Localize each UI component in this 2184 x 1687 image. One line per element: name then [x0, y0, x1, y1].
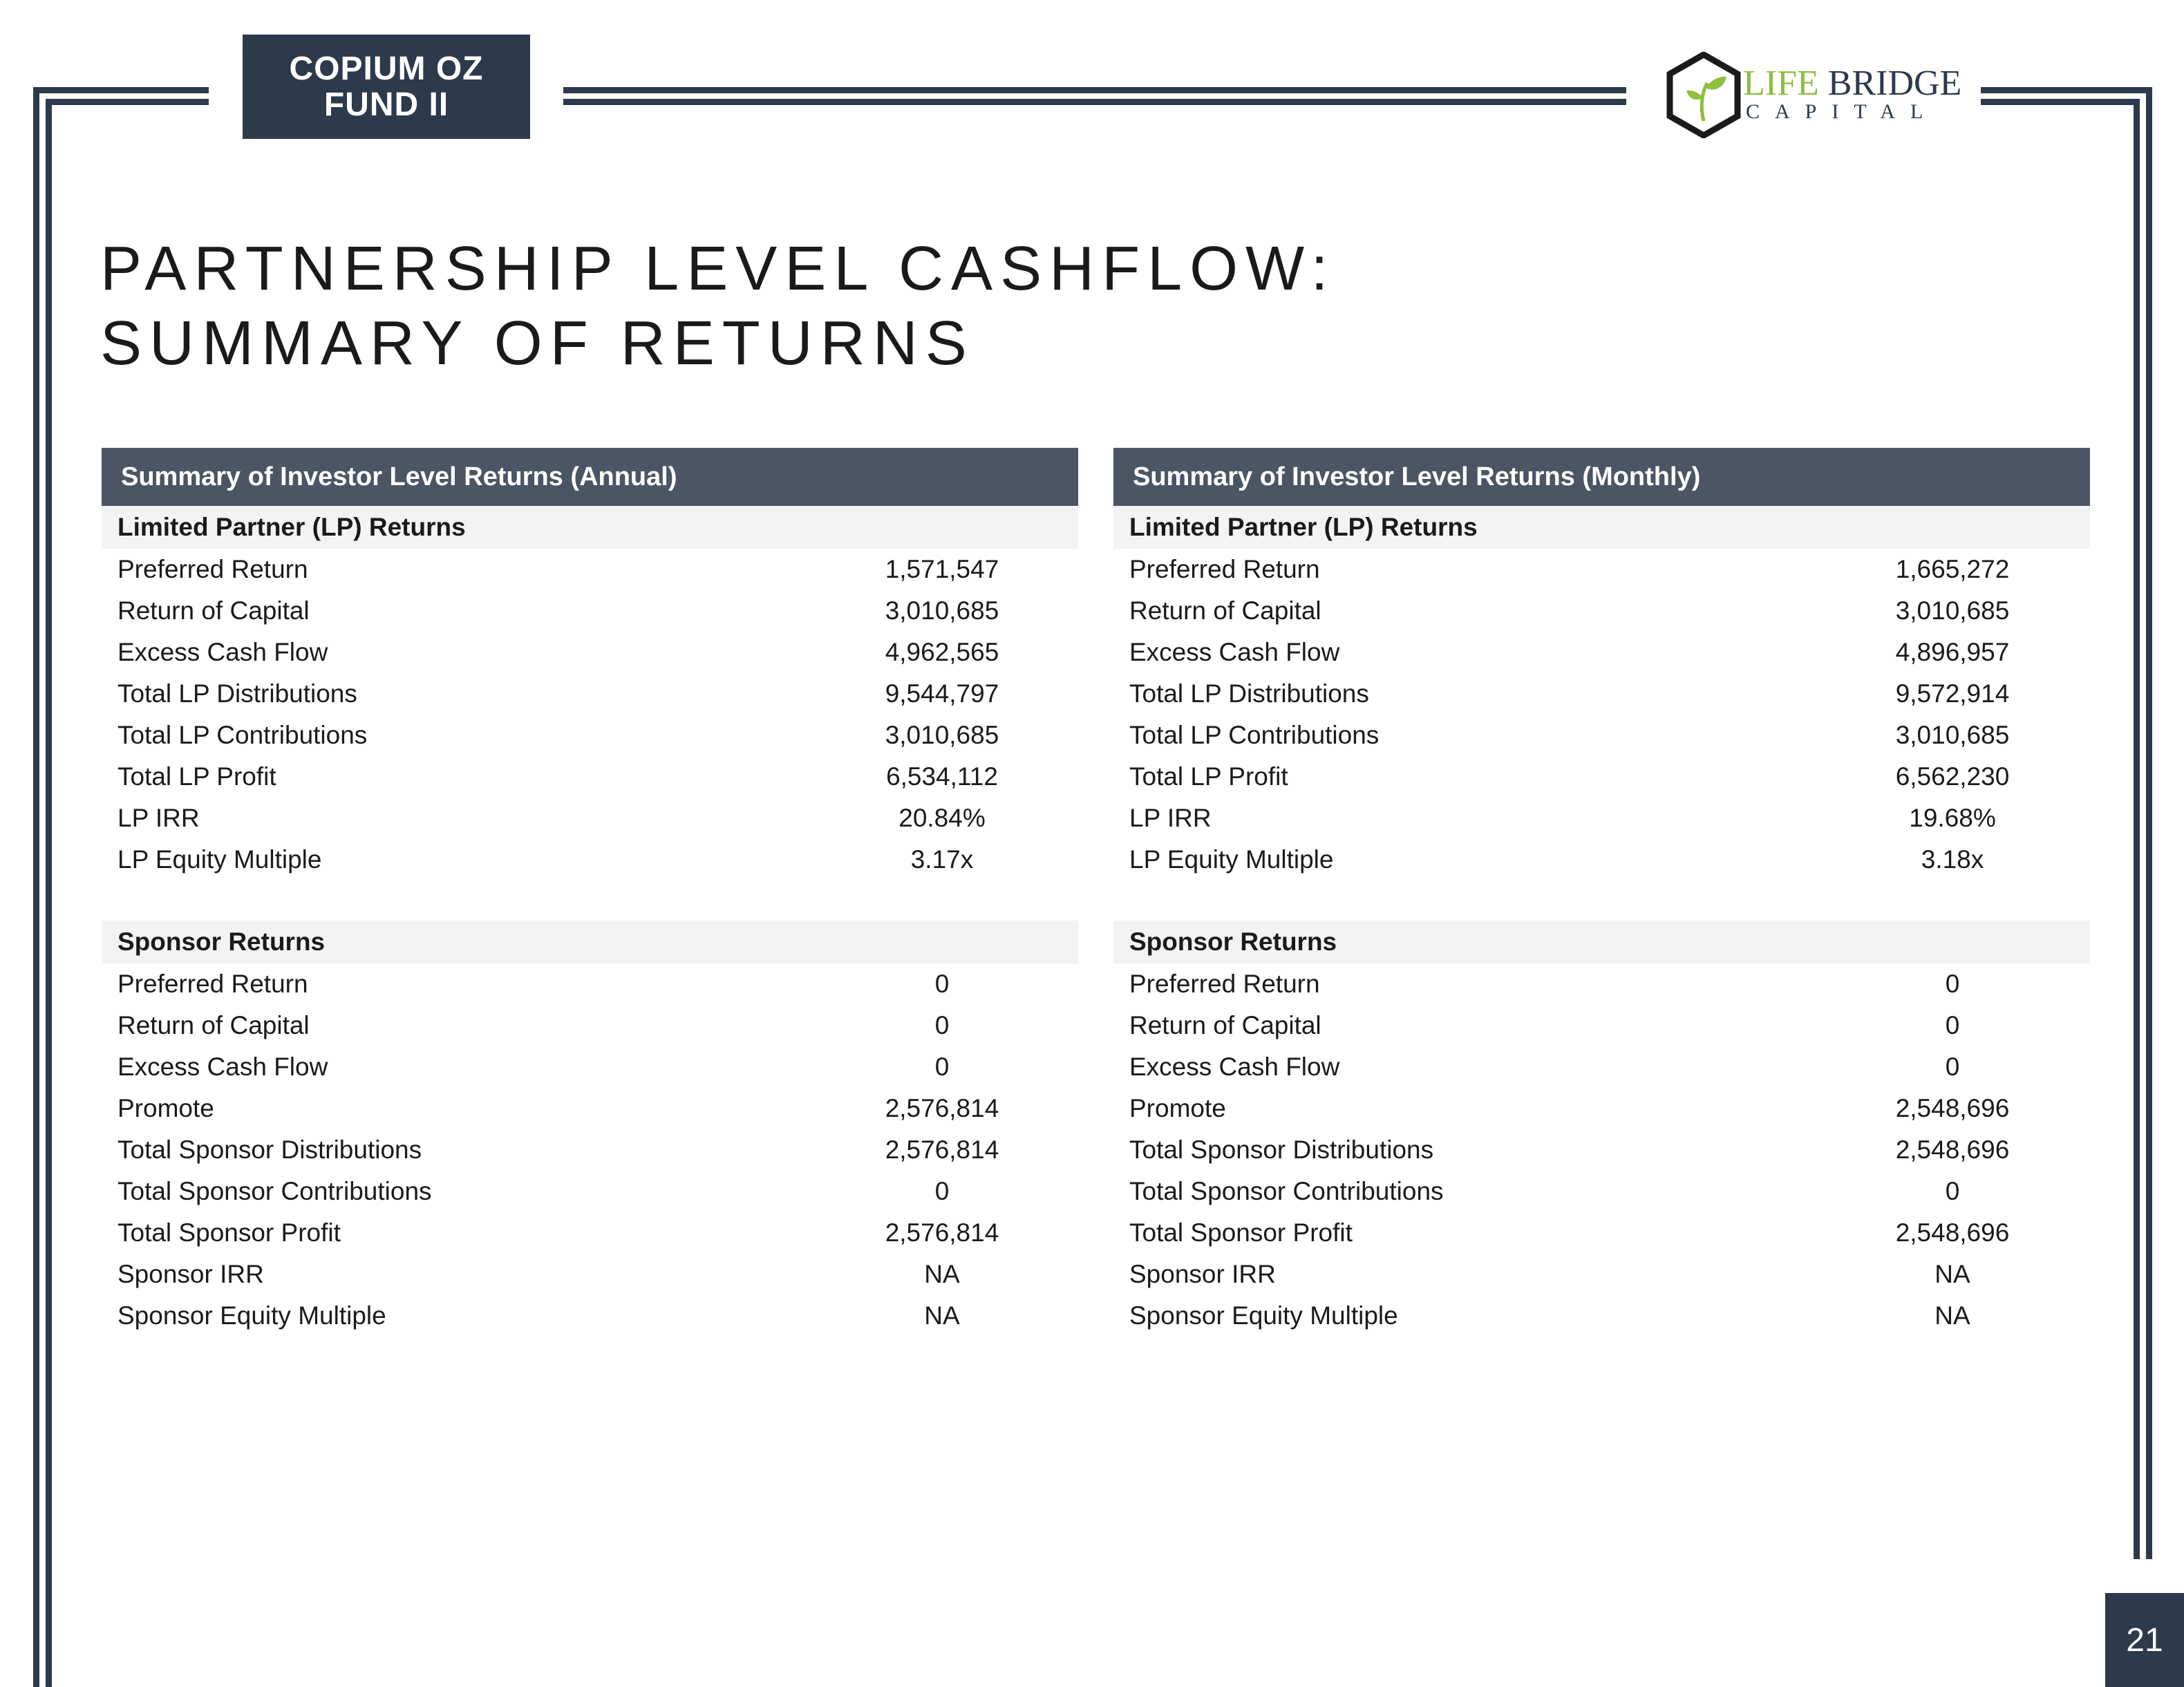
table-spacer: [102, 880, 1078, 921]
logo-wordmark: [1743, 64, 1961, 103]
row-value: 0: [934, 1011, 950, 1039]
row-value: 6,562,230: [1895, 762, 2010, 791]
table-row: [102, 632, 1078, 673]
row-label: Return of Capital: [1129, 596, 1321, 625]
row-label: Return of Capital: [1129, 1011, 1321, 1039]
row-label: Total Sponsor Distributions: [117, 1135, 422, 1164]
frame-top-right-outer: [1981, 87, 2152, 93]
logo-word-bridge: BRIDGE: [1827, 64, 1962, 103]
table-row: [102, 798, 1078, 839]
table-row: [1113, 756, 2090, 798]
table-row: [102, 549, 1078, 590]
row-label: Excess Cash Flow: [1129, 638, 1340, 666]
table-row: [1113, 798, 2090, 839]
fund-name-line1: COPIUM OZ: [289, 50, 484, 87]
monthly-returns-table: [1113, 448, 2090, 1337]
table-row: [102, 1129, 1078, 1171]
logo-word-capital: CAPITAL: [1746, 100, 1939, 123]
row-value: 9,544,797: [885, 679, 999, 708]
row-label: Return of Capital: [117, 596, 310, 625]
row-label: Total Sponsor Distributions: [1129, 1135, 1434, 1164]
table-row: [1113, 632, 2090, 673]
row-value: 0: [1945, 1053, 1960, 1081]
table-row: [1113, 1212, 2090, 1254]
table-row: [102, 1295, 1078, 1337]
row-value: 3,010,685: [1895, 721, 2010, 749]
frame-left-inner: [46, 99, 52, 1687]
table-row: [1113, 715, 2090, 756]
row-value: 0: [1945, 1177, 1960, 1205]
row-value: NA: [1934, 1260, 1970, 1288]
table-row: [102, 756, 1078, 798]
row-label: LP IRR: [1129, 804, 1212, 832]
row-label: Sponsor Equity Multiple: [1129, 1301, 1398, 1330]
row-value: 0: [934, 970, 950, 998]
table-row: [1113, 1129, 2090, 1171]
row-label: Preferred Return: [1129, 555, 1320, 583]
row-label: Excess Cash Flow: [117, 1053, 328, 1081]
table-row: [1113, 673, 2090, 715]
page-number: 21: [2105, 1593, 2184, 1687]
table-row: [102, 590, 1078, 632]
row-label: Preferred Return: [117, 555, 308, 583]
row-label: Total LP Distributions: [117, 679, 357, 708]
row-value: 3,010,685: [885, 596, 999, 625]
table-row: [102, 1171, 1078, 1212]
table-row: [1113, 1088, 2090, 1129]
life-bridge-capital-logo: [1666, 52, 1962, 138]
row-value: 2,576,814: [885, 1135, 999, 1164]
row-value: 20.84%: [898, 804, 986, 832]
row-value: 2,576,814: [885, 1094, 999, 1122]
monthly-table-heading: Summary of Investor Level Returns (Monthly): [1113, 448, 2090, 506]
row-value: 0: [934, 1177, 950, 1205]
annual-lp-section-header: Limited Partner (LP) Returns: [102, 506, 1078, 549]
annual-sponsor-section-header: Sponsor Returns: [102, 921, 1078, 963]
table-row: [102, 715, 1078, 756]
annual-table-heading: Summary of Investor Level Returns (Annual): [102, 448, 1078, 506]
row-value: NA: [1934, 1301, 1970, 1330]
row-value: 1,571,547: [885, 555, 999, 583]
row-label: LP IRR: [117, 804, 200, 832]
row-value: 3,010,685: [885, 721, 999, 749]
annual-returns-table: [102, 448, 1078, 1337]
table-row: [102, 963, 1078, 1005]
row-value: 4,962,565: [885, 638, 999, 666]
row-label: Excess Cash Flow: [117, 638, 328, 666]
row-label: Excess Cash Flow: [1129, 1053, 1340, 1081]
page-title-line2: SUMMARY OF RETURNS: [100, 309, 975, 378]
monthly-lp-section-header: Limited Partner (LP) Returns: [1113, 506, 2090, 549]
row-label: LP Equity Multiple: [1129, 845, 1334, 874]
frame-top-left-outer: [33, 87, 209, 93]
frame-right-inner: [2134, 99, 2140, 1559]
row-label: Total LP Contributions: [1129, 721, 1380, 749]
row-value: 0: [1945, 970, 1960, 998]
logo-word-life: LIFE: [1743, 64, 1819, 103]
table-row: [102, 1212, 1078, 1254]
row-value: 6,534,112: [886, 762, 998, 791]
row-label: Return of Capital: [117, 1011, 310, 1039]
table-row: [1113, 1046, 2090, 1088]
row-value: 2,576,814: [885, 1218, 999, 1247]
row-label: Total LP Distributions: [1129, 679, 1369, 708]
row-value: 3.18x: [1921, 845, 1984, 874]
row-value: 2,548,696: [1895, 1094, 2010, 1122]
table-spacer: [1113, 880, 2090, 921]
row-value: 0: [934, 1053, 950, 1081]
row-value: 1,665,272: [1895, 555, 2010, 583]
row-label: Sponsor Equity Multiple: [117, 1301, 386, 1330]
table-row: [1113, 549, 2090, 590]
row-value: 3.17x: [910, 845, 974, 874]
row-label: Total Sponsor Profit: [117, 1218, 341, 1247]
table-row: [1113, 590, 2090, 632]
row-label: Total Sponsor Contributions: [117, 1177, 432, 1205]
table-row: [102, 673, 1078, 715]
row-value: 4,896,957: [1895, 638, 2010, 666]
row-label: Preferred Return: [117, 970, 308, 998]
row-value: NA: [924, 1301, 960, 1330]
row-value: 2,548,696: [1895, 1218, 2010, 1247]
row-label: Sponsor IRR: [117, 1260, 264, 1288]
table-row: [102, 1046, 1078, 1088]
frame-top-right-inner: [1981, 99, 2140, 105]
table-row: [102, 1088, 1078, 1129]
row-label: LP Equity Multiple: [117, 845, 322, 874]
row-label: Total Sponsor Contributions: [1129, 1177, 1444, 1205]
monthly-sponsor-section-header: Sponsor Returns: [1113, 921, 2090, 963]
row-value: 9,572,914: [1895, 679, 2010, 708]
row-label: Total LP Profit: [117, 762, 276, 791]
table-row: [1113, 1295, 2090, 1337]
row-label: Total LP Contributions: [117, 721, 368, 749]
row-label: Preferred Return: [1129, 970, 1320, 998]
row-label: Total Sponsor Profit: [1129, 1218, 1353, 1247]
table-row: [1113, 1005, 2090, 1046]
page-title-line1: PARTNERSHIP LEVEL CASHFLOW:: [100, 234, 1336, 303]
row-label: Promote: [117, 1094, 214, 1122]
table-row: [102, 1254, 1078, 1295]
frame-right-outer: [2146, 87, 2152, 1559]
row-value: NA: [924, 1260, 960, 1288]
table-row: [1113, 1171, 2090, 1212]
frame-left-outer: [33, 87, 39, 1687]
frame-top-middle-inner: [563, 99, 1626, 105]
row-value: 19.68%: [1909, 804, 1996, 832]
table-row: [1113, 1254, 2090, 1295]
table-row: [102, 1005, 1078, 1046]
page-title: [100, 232, 1335, 381]
table-row: [1113, 963, 2090, 1005]
row-value: 2,548,696: [1895, 1135, 2010, 1164]
row-label: Total LP Profit: [1129, 762, 1288, 791]
fund-name-badge: [243, 35, 530, 139]
row-label: Promote: [1129, 1094, 1226, 1122]
table-row: [102, 839, 1078, 880]
frame-top-left-inner: [46, 99, 209, 105]
frame-top-middle-outer: [563, 87, 1626, 93]
row-value: 0: [1945, 1011, 1960, 1039]
row-label: Sponsor IRR: [1129, 1260, 1276, 1288]
row-value: 3,010,685: [1895, 596, 2010, 625]
table-row: [1113, 839, 2090, 880]
fund-name-line2: FUND II: [323, 86, 449, 123]
hexagon-sprout-icon: [1666, 52, 1742, 138]
